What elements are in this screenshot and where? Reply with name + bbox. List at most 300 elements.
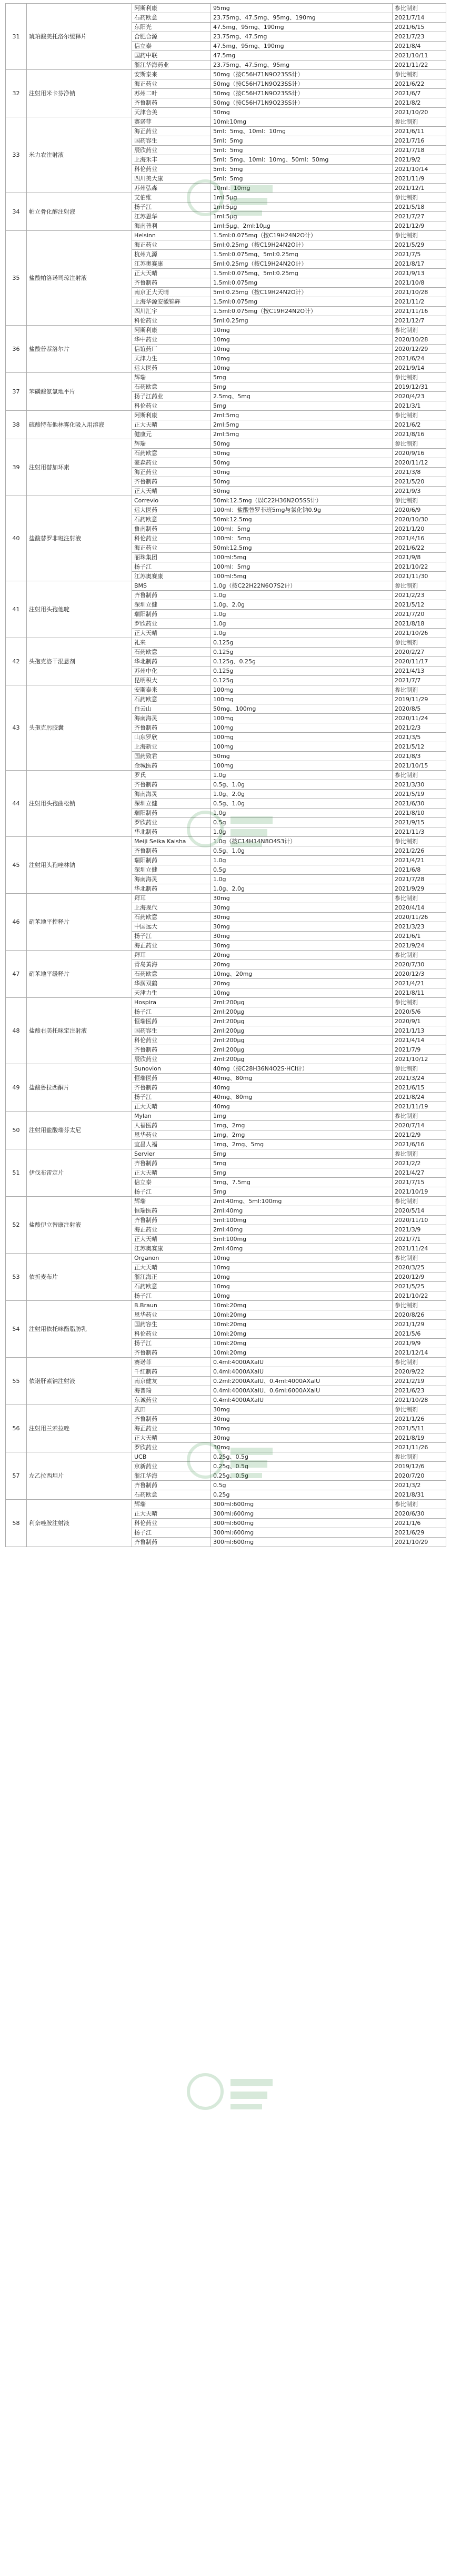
announce-date: 2021/3/2: [393, 1481, 446, 1490]
company-name: 江苏奥赛康: [132, 572, 211, 581]
company-name: 上海现代: [132, 903, 211, 913]
company-name: 健康元: [132, 430, 211, 439]
announce-date: 2021/6/24: [393, 354, 446, 363]
row-number: 35: [6, 231, 27, 326]
announce-date: 2021/8/18: [393, 619, 446, 629]
company-name: 江苏奥赛康: [132, 259, 211, 269]
specification: 47.5mg: [211, 51, 393, 60]
announce-date: 2021/6/2: [393, 420, 446, 430]
company-name: 石药欧意: [132, 515, 211, 524]
specification: 47.5mg、95mg、190mg: [211, 23, 393, 32]
specification: 10mg: [211, 988, 393, 998]
company-name: 罗欣药业: [132, 619, 211, 629]
announce-date: 2020/12/29: [393, 345, 446, 354]
specification: 30mg: [211, 922, 393, 932]
drug-name: 米力农注射液: [27, 117, 132, 193]
specification: 1ml:5μg: [211, 203, 393, 212]
specification: 5ml:0.25mg: [211, 316, 393, 326]
specification: 10ml:10mg: [211, 117, 393, 127]
drug-name: 盐酸替罗非班注射液: [27, 496, 132, 581]
company-name: 齐鲁制药: [132, 477, 211, 487]
specification: 95mg: [211, 4, 393, 13]
company-name: 苏州弘森: [132, 184, 211, 193]
company-name: 昆明积大: [132, 676, 211, 685]
announce-date: 参比制剂: [393, 638, 446, 648]
row-number: 33: [6, 117, 27, 193]
table-row: [6, 771, 446, 780]
company-name: Correvio: [132, 496, 211, 506]
announce-date: 2021/8/31: [393, 1490, 446, 1500]
announce-date: 2021/7/23: [393, 32, 446, 42]
table-row: [6, 998, 446, 1007]
company-name: 齐鲁制药: [132, 1348, 211, 1358]
row-number: 45: [6, 837, 27, 894]
specification: 50mg: [211, 458, 393, 468]
specification: 100ml：5mg: [211, 534, 393, 543]
announce-date: 参比制剂: [393, 1064, 446, 1074]
announce-date: 2021/4/16: [393, 534, 446, 543]
specification: 1.0g（按C14H14N8O4S3计）: [211, 837, 393, 846]
specification: 0.5g: [211, 818, 393, 827]
announce-date: 2021/2/26: [393, 846, 446, 856]
company-name: 拜耳: [132, 894, 211, 903]
specification: 100ml：5mg: [211, 524, 393, 534]
specification: 40mg（按C28H36N4O2S·HCl计）: [211, 1064, 393, 1074]
announce-date: 2021/7/5: [393, 250, 446, 259]
announce-date: 2021/10/29: [393, 1538, 446, 1547]
company-name: 华北制药: [132, 827, 211, 837]
company-name: 正大天晴: [132, 1102, 211, 1112]
company-name: 豪森药业: [132, 458, 211, 468]
company-name: 科伦药业: [132, 165, 211, 174]
specification: 0.125g: [211, 648, 393, 657]
row-number: 42: [6, 638, 27, 685]
company-name: 东诚药业: [132, 1396, 211, 1405]
announce-date: 2021/3/30: [393, 780, 446, 790]
announce-date: 2021/8/2: [393, 98, 446, 108]
specification: 1.5ml:0.075mg（按C19H24N2O计）: [211, 231, 393, 240]
announce-date: 2021/12/1: [393, 184, 446, 193]
row-number: 32: [6, 70, 27, 117]
company-name: UCB: [132, 1452, 211, 1462]
table-row: [6, 1254, 446, 1263]
specification: 2ml:200μg: [211, 998, 393, 1007]
company-name: 山东罗欣: [132, 733, 211, 742]
company-name: 齐鲁制药: [132, 591, 211, 600]
company-name: 宜昌人福: [132, 1140, 211, 1149]
company-name: 华中药业: [132, 335, 211, 345]
company-name: 信立泰: [132, 1178, 211, 1187]
company-name: 江苏恩华: [132, 212, 211, 221]
company-name: 武田: [132, 1405, 211, 1415]
announce-date: 2021/3/9: [393, 1225, 446, 1235]
announce-date: 2020/8/5: [393, 704, 446, 714]
specification: 2ml:200μg: [211, 1007, 393, 1017]
company-name: 齐鲁制药: [132, 1481, 211, 1490]
company-name: 天津力生: [132, 354, 211, 363]
announce-date: 2021/8/24: [393, 1093, 446, 1102]
announce-date: 2021/7/15: [393, 1178, 446, 1187]
specification: 50mg: [211, 468, 393, 477]
row-number: 54: [6, 1301, 27, 1358]
specification: 2ml:200μg: [211, 1045, 393, 1055]
company-name: 恒瑞医药: [132, 1074, 211, 1083]
specification: 0.25g: [211, 1490, 393, 1500]
specification: 0.5g: [211, 865, 393, 875]
company-name: 阿斯利康: [132, 326, 211, 335]
specification: 300ml:600mg: [211, 1509, 393, 1519]
specification: 10ml:20mg: [211, 1301, 393, 1310]
specification: 10mg: [211, 326, 393, 335]
specification: 100mg: [211, 714, 393, 723]
specification: 30mg: [211, 1433, 393, 1443]
announce-date: 2021/6/23: [393, 1386, 446, 1396]
specification: 0.2ml:2000AXaIU、0.4ml:4000AXaIU: [211, 1377, 393, 1386]
company-name: 四川美大康: [132, 174, 211, 184]
company-name: 东阳光: [132, 23, 211, 32]
company-name: 四川汇宇: [132, 307, 211, 316]
announce-date: 2021/5/20: [393, 477, 446, 487]
announce-date: 2020/11/24: [393, 714, 446, 723]
drug-name: 依诺肝素钠注射液: [27, 1358, 132, 1405]
specification: 0.125g、0.25g: [211, 657, 393, 666]
announce-date: 参比制剂: [393, 117, 446, 127]
company-name: 杭州九源: [132, 250, 211, 259]
company-name: 远大医药: [132, 363, 211, 373]
company-name: 科伦药业: [132, 401, 211, 411]
announce-date: 2021/10/12: [393, 1055, 446, 1064]
announce-date: 2020/6/9: [393, 506, 446, 515]
announce-date: 2021/10/20: [393, 108, 446, 117]
company-name: 扬子江: [132, 932, 211, 941]
company-name: 辰欣药业: [132, 146, 211, 155]
announce-date: 2020/9/1: [393, 1017, 446, 1026]
announce-date: 2021/6/15: [393, 23, 446, 32]
table-row: [6, 951, 446, 960]
table-row: [6, 4, 446, 13]
announce-date: 2021/2/19: [393, 1377, 446, 1386]
watermark-logo-icon: [184, 2060, 279, 2123]
specification: 5mg: [211, 1187, 393, 1197]
specification: 50mg: [211, 449, 393, 458]
company-name: 人福医药: [132, 1121, 211, 1130]
company-name: 远大医药: [132, 506, 211, 515]
specification: 1.0g: [211, 827, 393, 837]
specification: 5mg: [211, 1149, 393, 1159]
specification: 1.0g、2.0g: [211, 600, 393, 610]
announce-date: 2021/7/1: [393, 1235, 446, 1244]
row-number: 37: [6, 373, 27, 411]
specification: 5ml:0.25mg（按C19H24N2O计）: [211, 240, 393, 250]
announce-date: 2021/8/17: [393, 259, 446, 269]
company-name: 罗欣药业: [132, 1443, 211, 1452]
specification: 1mg、2mg、5mg: [211, 1140, 393, 1149]
company-name: 扬子江: [132, 203, 211, 212]
table-row: [6, 1197, 446, 1206]
announce-date: 2021/8/4: [393, 42, 446, 51]
company-name: 海正药业: [132, 468, 211, 477]
specification: 50ml:12.5mg: [211, 543, 393, 553]
announce-date: 参比制剂: [393, 1149, 446, 1159]
specification: 0.5g、1.0g: [211, 780, 393, 790]
company-name: 石药欧意: [132, 1282, 211, 1291]
specification: 2ml:200μg: [211, 1017, 393, 1026]
specification: 100ml:5mg: [211, 572, 393, 581]
table-row: [6, 638, 446, 648]
specification: 10mg: [211, 354, 393, 363]
specification: 0.4ml:4000AXaIU、0.6ml:6000AXaIU: [211, 1386, 393, 1396]
company-name: Sunovion: [132, 1064, 211, 1074]
announce-date: 2021/8/3: [393, 752, 446, 761]
specification: 2ml:200μg: [211, 1055, 393, 1064]
company-name: 千红制药: [132, 1367, 211, 1377]
announce-date: 2021/9/9: [393, 1339, 446, 1348]
specification: 10ml：10mg: [211, 184, 393, 193]
announce-date: 2021/5/11: [393, 1424, 446, 1433]
announce-date: 2021/9/14: [393, 363, 446, 373]
specification: 50mg（按C56H71N9O23SS计）: [211, 70, 393, 79]
specification: 2ml:40mg、5ml:100mg: [211, 1197, 393, 1206]
table-row: [6, 1452, 446, 1462]
announce-date: 2021/5/19: [393, 790, 446, 799]
announce-date: 参比制剂: [393, 1301, 446, 1310]
drug-name: 硫酸特布他林雾化吸入用溶液: [27, 411, 132, 439]
company-name: 海正药业: [132, 1225, 211, 1235]
specification: 5ml：5mg: [211, 174, 393, 184]
table-row: [6, 894, 446, 903]
row-number: 41: [6, 581, 27, 638]
announce-date: 2021/1/20: [393, 524, 446, 534]
row-number: 55: [6, 1358, 27, 1405]
company-name: 石药欧意: [132, 913, 211, 922]
announce-date: 2021/5/18: [393, 203, 446, 212]
specification: 0.5g、1.0g: [211, 846, 393, 856]
company-name: 赛诺菲: [132, 117, 211, 127]
company-name: 正大天晴: [132, 1263, 211, 1272]
announce-date: 参比制剂: [393, 1197, 446, 1206]
table-row: [6, 1112, 446, 1121]
company-name: 青岛黄海: [132, 960, 211, 969]
specification: 50mg: [211, 439, 393, 449]
drug-name: 注射用头孢他啶: [27, 581, 132, 638]
announce-date: 2021/11/9: [393, 174, 446, 184]
specification: 5ml：5mg: [211, 146, 393, 155]
company-name: 石药欧意: [132, 648, 211, 657]
drug-name: 注射用米卡芬净钠: [27, 70, 132, 117]
company-name: 辉瑞: [132, 1197, 211, 1206]
table-row: [6, 373, 446, 382]
row-number: 52: [6, 1197, 27, 1254]
company-name: 海正药业: [132, 543, 211, 553]
announce-date: 参比制剂: [393, 1254, 446, 1263]
announce-date: 2020/12/3: [393, 969, 446, 979]
announce-date: 2021/2/9: [393, 1130, 446, 1140]
announce-date: 参比制剂: [393, 411, 446, 420]
specification: 5mg: [211, 1168, 393, 1178]
announce-date: 2021/6/7: [393, 89, 446, 98]
specification: 100mg: [211, 733, 393, 742]
specification: 0.125g: [211, 666, 393, 676]
announce-date: 2021/10/19: [393, 1187, 446, 1197]
specification: 2ml:200μg: [211, 1036, 393, 1045]
announce-date: 2020/12/9: [393, 1272, 446, 1282]
company-name: 齐鲁制药: [132, 1415, 211, 1424]
row-number: 36: [6, 326, 27, 373]
company-name: Servier: [132, 1149, 211, 1159]
specification: 10ml:20mg: [211, 1339, 393, 1348]
announce-date: 2021/11/24: [393, 1244, 446, 1254]
drug-name: 注射用头孢曲松钠: [27, 771, 132, 837]
announce-date: 2021/6/15: [393, 1083, 446, 1093]
company-name: 海正药业: [132, 941, 211, 951]
announce-date: 2020/9/16: [393, 449, 446, 458]
announce-date: 2021/3/24: [393, 1074, 446, 1083]
company-name: 华北制药: [132, 657, 211, 666]
announce-date: 参比制剂: [393, 373, 446, 382]
specification: 1.0g: [211, 809, 393, 818]
specification: 100mg: [211, 761, 393, 771]
company-name: B.Braun: [132, 1301, 211, 1310]
announce-date: 2020/5/6: [393, 1007, 446, 1017]
specification: 300ml:600mg: [211, 1528, 393, 1538]
announce-date: 参比制剂: [393, 894, 446, 903]
company-name: 海普瑞: [132, 1386, 211, 1396]
company-name: 科伦药业: [132, 1329, 211, 1339]
company-name: 国药容生: [132, 1026, 211, 1036]
company-name: 上海禾丰: [132, 155, 211, 165]
company-name: 天津合美: [132, 108, 211, 117]
announce-date: 2021/11/3: [393, 827, 446, 837]
company-name: 天津力生: [132, 988, 211, 998]
company-name: 辰欣药业: [132, 1055, 211, 1064]
company-name: 齐鲁制药: [132, 1045, 211, 1055]
announce-date: 2020/10/30: [393, 515, 446, 524]
specification: 100mg: [211, 695, 393, 704]
specification: 10mg: [211, 1263, 393, 1272]
company-name: 罗氏: [132, 771, 211, 780]
company-name: 石药欧意: [132, 1490, 211, 1500]
company-name: 深圳立健: [132, 600, 211, 610]
table-body: [6, 4, 446, 1547]
company-name: 苏州二叶: [132, 89, 211, 98]
company-name: 阿斯利康: [132, 411, 211, 420]
specification: 50mg: [211, 487, 393, 496]
specification: 10ml:20mg: [211, 1329, 393, 1339]
announce-date: 2021/2/2: [393, 1159, 446, 1168]
announce-date: 2021/1/26: [393, 1415, 446, 1424]
announce-date: 参比制剂: [393, 685, 446, 695]
company-name: 海正药业: [132, 1424, 211, 1433]
company-name: 海南海灵: [132, 875, 211, 884]
specification: 1.5ml:0.075mg: [211, 297, 393, 307]
announce-date: 参比制剂: [393, 496, 446, 506]
company-name: 石药欧意: [132, 695, 211, 704]
announce-date: 2021/11/30: [393, 572, 446, 581]
announce-date: 2021/6/8: [393, 865, 446, 875]
drug-name: 硝苯地平缓释片: [27, 951, 132, 998]
announce-date: 2021/6/1: [393, 932, 446, 941]
table-row: [6, 1301, 446, 1310]
company-name: 上海华源安徽锦辉: [132, 297, 211, 307]
company-name: Hospira: [132, 998, 211, 1007]
specification: 0.4ml:4000AXaIU: [211, 1358, 393, 1367]
announce-date: 参比制剂: [393, 4, 446, 13]
company-name: Organon: [132, 1254, 211, 1263]
table-row: [6, 1358, 446, 1367]
company-name: 正大天晴: [132, 1433, 211, 1443]
specification: 2.5mg、5mg: [211, 392, 393, 401]
specification: 1.0g: [211, 856, 393, 865]
announce-date: 2020/4/14: [393, 903, 446, 913]
specification: 2ml:40mg: [211, 1225, 393, 1235]
announce-date: 2021/11/19: [393, 1102, 446, 1112]
specification: 5ml：5mg: [211, 165, 393, 174]
row-number: 56: [6, 1405, 27, 1452]
company-name: 深圳立健: [132, 799, 211, 809]
announce-date: 2021/7/28: [393, 875, 446, 884]
announce-date: 2021/7/20: [393, 610, 446, 619]
company-name: 华润双鹤: [132, 979, 211, 988]
table-row: [6, 685, 446, 695]
specification: 5ml:0.25mg（按C19H24N2O计）: [211, 259, 393, 269]
announce-date: 2021/10/28: [393, 1396, 446, 1405]
company-name: 扬子江药业: [132, 392, 211, 401]
company-name: 瑞阳制药: [132, 610, 211, 619]
specification: 100ml：5mg: [211, 562, 393, 572]
announce-date: 2019/12/31: [393, 382, 446, 392]
row-number: 38: [6, 411, 27, 439]
company-name: 扬子江: [132, 1528, 211, 1538]
specification: 20mg: [211, 951, 393, 960]
specification: 1.0g: [211, 875, 393, 884]
announce-date: 2021/5/12: [393, 742, 446, 752]
announce-date: 参比制剂: [393, 581, 446, 591]
specification: 1.0g: [211, 591, 393, 600]
company-name: 扬子江: [132, 562, 211, 572]
announce-date: 2019/12/6: [393, 1462, 446, 1471]
specification: 23.75mg、47.5mg、95mg、190mg: [211, 13, 393, 23]
specification: 5ml：5mg: [211, 136, 393, 146]
row-number: 44: [6, 771, 27, 837]
specification: 30mg: [211, 894, 393, 903]
specification: 1mg: [211, 1112, 393, 1121]
announce-date: 2020/5/14: [393, 1206, 446, 1216]
table-row: [6, 581, 446, 591]
company-name: 上海新亚: [132, 742, 211, 752]
announce-date: 2021/12/7: [393, 316, 446, 326]
specification: 300ml:600mg: [211, 1519, 393, 1528]
company-name: 丽珠集团: [132, 553, 211, 562]
specification: 1.5ml:0.075mg、5ml:0.25mg: [211, 250, 393, 259]
drug-name: 盐酸鲁拉西酮片: [27, 1064, 132, 1112]
drug-name: 注射用替加环素: [27, 439, 132, 496]
announce-date: 2021/9/24: [393, 941, 446, 951]
table-row: [6, 326, 446, 335]
specification: 100mg: [211, 685, 393, 695]
drug-name: 帕立骨化醇注射液: [27, 193, 132, 231]
specification: 40mg: [211, 1102, 393, 1112]
announce-date: 2020/8/26: [393, 1310, 446, 1320]
specification: 2ml:40mg: [211, 1206, 393, 1216]
announce-date: 2021/7/16: [393, 136, 446, 146]
announce-date: 2021/7/7: [393, 676, 446, 685]
table-row: [6, 193, 446, 203]
specification: 2ml:5mg: [211, 411, 393, 420]
company-name: 信立泰: [132, 42, 211, 51]
company-name: 正大天晴: [132, 1509, 211, 1519]
specification: 2ml:40mg: [211, 1244, 393, 1254]
specification: 10mg、20mg: [211, 969, 393, 979]
